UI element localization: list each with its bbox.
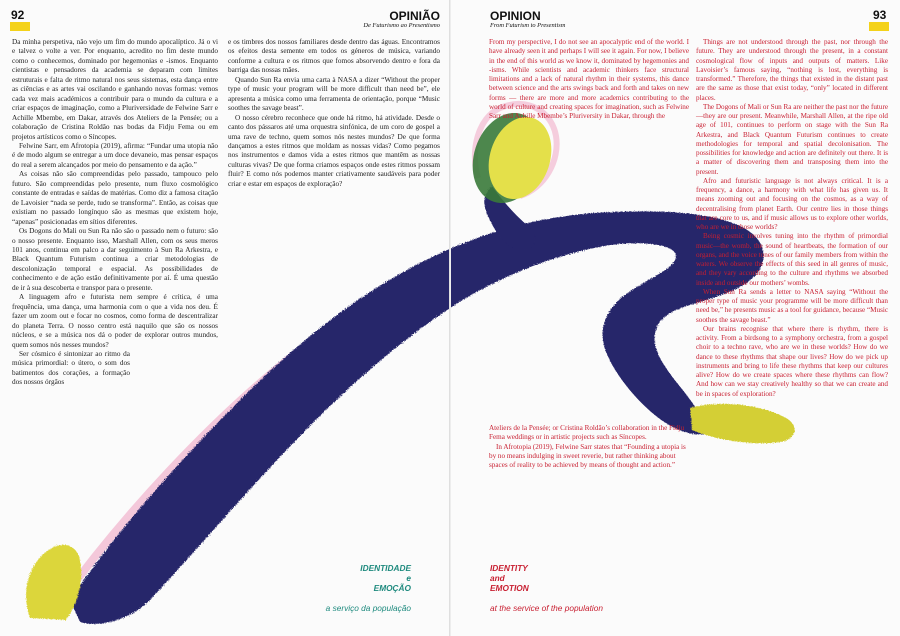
caption-subtitle-right: at the service of the population xyxy=(490,603,604,613)
page-number-left: 92 xyxy=(11,8,25,22)
caption-line: e xyxy=(406,573,411,583)
paragraph: From my perspective, I do not see an apocalyptic end of the world. I have already seen it and perhaps I will see it again. For now, I believe in the end of this world as we know it, dominated by hegemonies and -isms. While scientists and academic thinkers face structural limitations and a lack of natural rhythm in their systems, this dance between science and the arts swings back and forth and takes on new forms — there are more and more academics contributing to the world of culture and creating spaces for imagination, such as Felwine Sarr and Achille Mbembe’s Pluriversity in Dakar, through the xyxy=(489,38,689,120)
left-column-2 xyxy=(228,38,440,189)
paragraph: Felwine Sarr, em Afrotopia (2019), afirma: “Fundar uma utopia não é de modo algum se entregar a um doce devaneio, mas pensar espaços do real a serem alcançados por meio do pensamento e da ação.” xyxy=(12,141,218,169)
paragraph: The Dogons of Mali or Sun Ra are neither the past nor the future—they are our present. Meanwhile, Marshall Allen, at the ripe old age of 101, continues to perform on stage with the Sun Ra Arkestra, and Black Quantum Futurism continues to create methodologies for temporal and spatial decolonisation. The possibilities for knowledge and action are definitely out there. It is a matter of discovering them and transposing them into the present. xyxy=(696,102,889,176)
caption-line: and xyxy=(490,573,505,583)
paragraph: Ateliers de la Pensée; or Cristina Roldão’s collaboration in the Fidju Fema weddings or in artistic projects such as Síncopes. xyxy=(489,424,685,442)
yellow-tab-left xyxy=(10,22,30,31)
paragraph: Os Dogons do Mali ou Sun Ra não são o passado nem o futuro: são o nosso presente. Enquanto isso, Marshall Allen, com os seus meros 101 anos, continua em palco a dar seguimento à Sun Ra Arkestra, e Black Quantum Futurism continua a criar metodologias de descolonização temporal e espacial. As possibilidades de conhecimento e de ação estão definitivamente por aí. É uma questão de ir à sua descoberta e transpor para o presente. xyxy=(12,227,218,292)
caption-line: EMOTION xyxy=(490,583,529,593)
paragraph: e os timbres dos nossos familiares desde dentro das águas. Encontramos os efeitos desta semente em todos os géneros de música, variando conforme a cultura e os ritmos que fomos absorvendo dentro e fora da barriga das nossas mães. xyxy=(228,38,440,75)
caption-line: IDENTITY xyxy=(490,563,528,573)
subsection-title-right: From Futurism to Presentism xyxy=(490,22,566,29)
right-column-2 xyxy=(696,38,888,399)
paragraph: Things are not understood through the past, nor through the future. They are understood through the present, in a constant cosmological flow of inputs and outputs of matters. Like Lavoisier’s famous saying, “nothing is lost, everything is transformed.” Therefore, the things that existed in the distant past are the same as those that exist today, “only” located in different places. xyxy=(696,38,888,102)
yellow-foot-left xyxy=(26,545,81,620)
caption-title-left xyxy=(300,563,411,593)
section-title-left: OPINIÃO xyxy=(389,9,440,23)
caption-subtitle-left: a serviço da população xyxy=(325,603,411,613)
paragraph: A linguagem afro e futurista nem sempre é crítica, é uma frequência, uma dança, uma harmonia com o que a vida nos deu. É fazer um zoom out e focar no cosmos, como forma de descentralizar do planeta Terra. O nosso centro está naquilo que são os nossos núcleos, e se a música nos dá o poder de explorar outros mundos, quem somos nós nesses mundos? xyxy=(12,293,218,349)
paragraph: In Afrotopia (2019), Felwine Sarr states that “Founding a utopia is by no means indulging in sweet reverie, but rather thinking about spaces of reality to be achieved by means of thought and action.” xyxy=(489,442,686,469)
left-column-1 xyxy=(12,38,218,388)
paragraph: Quando Sun Ra envia uma carta à NASA a dizer “Without the proper type of music your program will be more difficult than need be”, ele apresenta a música como uma ferramenta de orientação, porque “Music soothes the savage beast”. xyxy=(228,75,440,113)
caption-title-right xyxy=(490,563,610,593)
caption-line: EMOÇÃO xyxy=(373,583,411,593)
page-gutter xyxy=(449,0,451,636)
paragraph: O nosso cérebro reconhece que onde há ritmo, há atividade. Desde o canto dos pássaros até uma orquestra sinfónica, de um coro de gospel a uma rave de techno, quem somos nós nestes mundos? De que forma dançamos a estes ritmos que moldam as nossas vidas? Como pegamos nos instrumentos e damos vida a estes ritmos que mantêm as nossas culturas vivas? De que forma criamos espaços onde estes ritmos possam fluir? E como nós podemos manter criativamente saudáveis para poder criar e estar em espaços de exploração? xyxy=(228,113,440,188)
caption-line: IDENTIDADE xyxy=(360,563,411,573)
yellow-tab-right xyxy=(869,22,889,31)
paragraph: Being cosmic involves tuning into the rhythm of primordial music—the womb, the sound of heartbeats, the formation of our organs, and the voice tones of our family members from within the waters. We observe the effects of this seed in all genres of music, and they vary according to the culture and rhythms we absorbed inside and outside our mothers’ wombs. xyxy=(696,232,888,287)
paragraph: Our brains recognise that where there is rhythm, there is activity. From a birdsong to a symphony orchestra, from a gospel choir to a techno rave, who are we in these worlds? How do we dance to these rhythms that shape our lives? How do we pick up instruments and bring to life these rhythms that keep our cultures alive? How do we create spaces where these rhythms can flow? And how can we stay creatively healthy so that we can create and be in spaces of exploration? xyxy=(696,324,888,398)
paragraph: When Sun Ra sends a letter to NASA saying “Without the proper type of music your programme will be more difficult than need be,” he presents music as a tool for guidance, because “Music soothes the savage beast.” xyxy=(696,287,888,324)
yellow-foot-right xyxy=(690,404,795,443)
right-column-1 xyxy=(489,38,689,121)
subsection-title-left: De Futurismo ao Presentismo xyxy=(363,22,440,29)
paragraph: As coisas não são compreendidas pelo passado, tampouco pelo futuro. São compreendidas pelo presente, num fluxo cosmológico constante de entradas e saídas de matérias. Como diz a famosa citação de Lavoisier “nada se perde, tudo se transforma”. Então, as coisas que existiam no passado longínquo são as mesmas que existem hoje, “apenas” posicionadas em sítios diferentes. xyxy=(12,170,218,226)
paragraph: Afro and futuristic language is not always critical. It is a frequency, a dance, a harmony with what life has given us. It means zooming out and focusing on the cosmos, as a way of decentralising from planet Earth. Our centre lies in those things that are core to us, and if music allows us to explore other worlds, who are we in those worlds? xyxy=(696,176,888,231)
section-title-right: OPINION xyxy=(490,9,541,23)
right-column-1-bottom xyxy=(489,424,689,470)
paragraph: Ser cósmico é sintonizar ao ritmo da música primordial: o útero, o som dos batimentos dos corações, a formação dos nossos órgãos xyxy=(12,349,130,387)
page-number-right: 93 xyxy=(873,8,887,22)
paragraph: Da minha perspetiva, não vejo um fim do mundo apocalíptico. Já o vi e talvez o volte a ver. Por enquanto, acredito no fim deste mundo como o conhecemos, dominado por hegemonias e -ismos. Enquanto cientistas e pensadores da academia se deparam com limites estruturais e falta de ritmo natural nos seus sistemas, esta dança entre as ciências e as artes vai oscilando e ganhando novas formas: vemos cada vez mais académicos a contribuir para o mundo da cultura e a criar espaços de imaginação, como a Pluriversidade de Felwine Sarr e Achille Mbembe, em Dakar, através dos Ateliers de la Pensée; ou a colaboração de Cristina Roldão nas bodas da Fidju Fema ou em projetos artísticos como o Síncopes. xyxy=(12,38,218,141)
